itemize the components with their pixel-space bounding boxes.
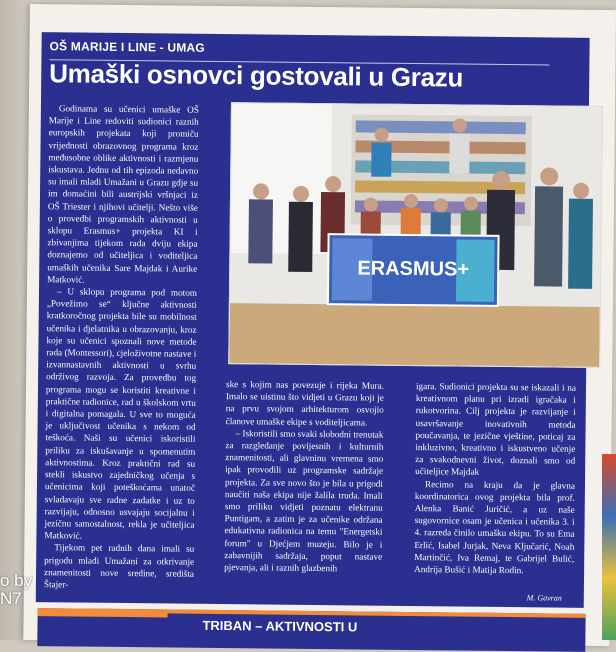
- article-panel: [36, 32, 590, 608]
- paragraph: – U sklopu programa pod motom „Povežimo se“ ključne aktivnosti kratkoročnog projekta bile su mobilnost učenika i djelatnika u obrazovanju, kroz koje su učenici spoznali nove metode rada (Montessori), cjeloživotne nastave i izvannastavnih aktivnosti u svrhu održivog razvoja. Za provedbu tog programa mogu se koristiti kreativne i praktične radionice, rad u školskom vrtu i digitalna pomagala. U sve to moguća je uključivost učenika s nekom od teškoća. Naši su učenici iskoristili priliku za iskušavanje u spomenutim aktivnostima. Kroz praktični rad su stekli iskustvo zajedničkog učenja s učenicima koji poteškoćama unatoč svladavaju sve radne zadatke i uz to razvijaju, odnosno usvajaju socijalnu i jezičnu samostalnost, rekla je učiteljica Matković.: [44, 286, 198, 541]
- article-column-1: [44, 102, 199, 592]
- paragraph: igara. Sudionici projekta su se iskazali i na kreativnom planu pri izradi igračaka i rukotvorina. Cilj projekta je razvijanje i usavršavanje inovativnih metoda poučavanja, te jezične vještine, poticaj za inkluzivno, kreativno i iskustveno učenje za svakodnevni život, doznali smo od učiteljice Majdak: [415, 381, 577, 478]
- section-tag: OŠ MARIJE I LINE - UMAG: [49, 39, 549, 65]
- next-article-title: TRIBAN – AKTIVNOSTI U: [202, 617, 358, 635]
- group-photo-image: [229, 103, 602, 367]
- paragraph: – Iskoristili smo svaki slobodni trenutak za razgledanje povijesnih i kulturnih znamenitosti, ali glavninu vremena smo ipak provodili uz programske sadržaje projekta. Za sve novo što je bila u prigodi naučiti naša ekipa nije žalila truda. Imali smo priliku vidjeti poznatu elektranu Puntigam, a zatim je za učenike održana edukativna radionica na temu "Energetski forum" u Djećjem muzeju. Bilo je i zabavnijih sadržaja, poput nastave pjevanja, ali i raznih glazbenih: [224, 427, 384, 574]
- banner-text: ERASMUS+: [357, 257, 470, 281]
- paragraph: Tijekom pet radnih dana imali su prigodu mladi Umažani za otkrivanje znamenitosti nove sredine, središta Štajer-: [43, 542, 195, 590]
- adjacent-page-strip: [602, 454, 616, 640]
- group-photo: [228, 102, 603, 368]
- author-byline: M. Gavran: [526, 593, 562, 603]
- paragraph: Godinama su učenici umaške OŠ Marije i Line redoviti sudionici raznih europskih projekata koji promiču vrijednosti obrazovnog programa kroz međusobne oblike aktivnosti i razmjenu iskustava. Jednu od tih epizoda nedavno su imali mladi Umažani u Grazu gdje su im domaćini bili austrijski vršnjaci iz OŠ Triester i njihovi učitelji. Nešto više o provedbi programskih aktivnosti u sklopu Erasmus+ projekta KI i zbivanjima tijekom rada dviju ekipa doznajemo od učiteljica i voditeljica umaških učenika Sare Majdak i Aurike Matković.: [47, 103, 199, 285]
- magazine-page: [23, 4, 616, 646]
- paragraph: Recimo na kraju da je glavna koordinatorica ovog projekta bila prof. Alenka Banić Juričić, a uz naše sugovornice osam je učenica i učenika 3. i 4. razreda činilo umašku ekipu. To su Ema Erlić, Isabel Jurjak, Neva Ključarić, Noah Martinčić, Iva Remaj, te Gabrijel Bulić, Andrija Bušić i Matija Rodin.: [414, 478, 576, 576]
- paragraph: ske s kojim nas povezuje i rijeka Mura. Imalo se uistinu što vidjeti u Grazu koji je na prvu svojom arhitekturom osvojio članove umaške ekipe s voditeljicama.: [225, 379, 385, 428]
- article-column-3: [414, 380, 576, 577]
- erasmus-banner: [328, 234, 499, 306]
- camera-watermark: o by N7: [0, 571, 33, 608]
- article-headline: Umaški osnovci gostovali u Grazu: [49, 58, 464, 93]
- article-column-2: [224, 378, 384, 575]
